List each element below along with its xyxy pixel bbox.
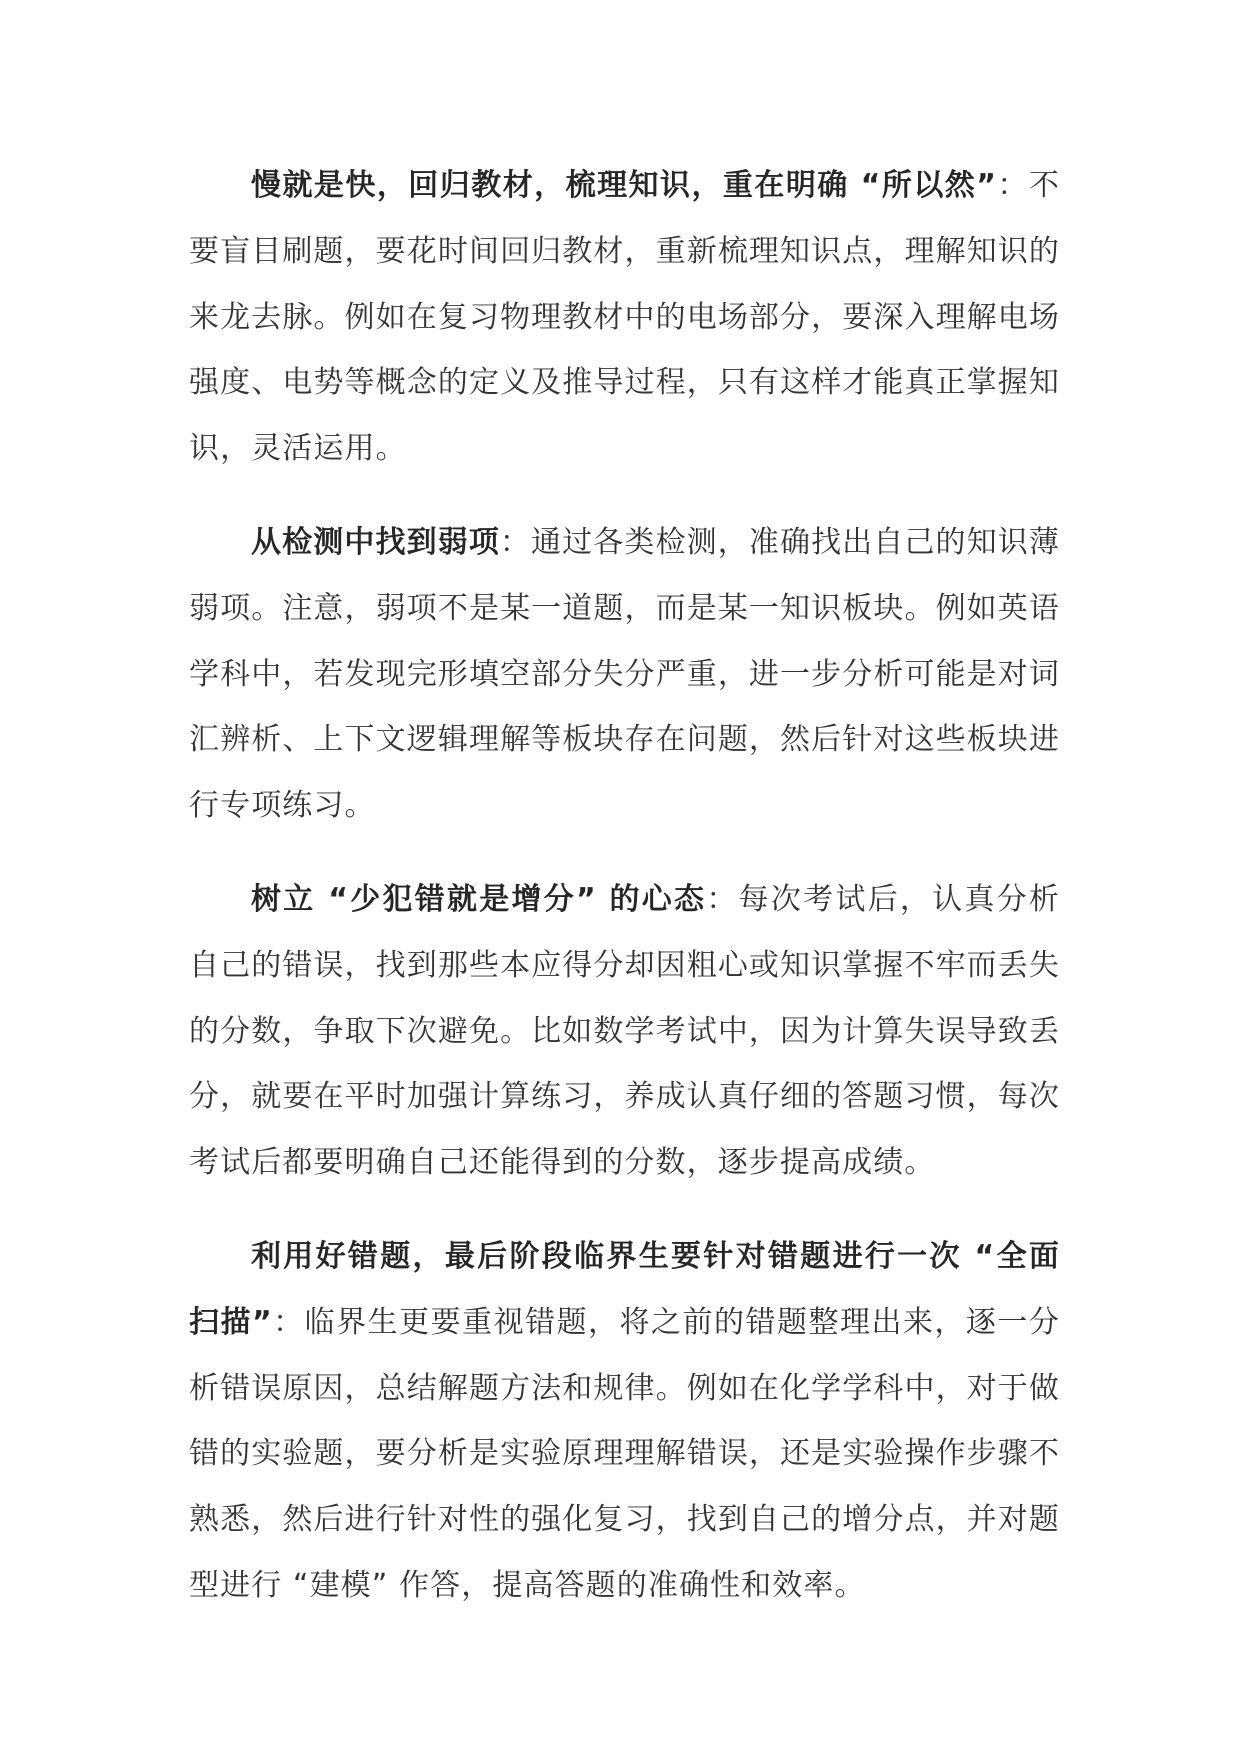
paragraph-body: ：每次考试后，认真分析自己的错误，找到那些本应得分却因粗心或知识掌握不牢而丢失的分数，争取下次避免。比如数学考试中，因为计算失误导致丢分，就要在平时加强计算练习，养成认真仔细的答题习惯，每次考试后都要明确自己还能得到的分数，逐步提高成绩。 <box>189 881 1060 1181</box>
paragraph-heading: 利用好错题，最后阶段临界生要针对错题进行一次 “全面扫描” <box>189 1238 1060 1340</box>
paragraph-body: ：通过各类检测，准确找出自己的知识薄弱项。注意，弱项不是某一道题，而是某一知识板块。例如英语学科中，若发现完形填空部分失分严重，进一步分析可能是对词汇辨析、上下文逻辑理解等板块存在问题，然后针对这些板块进行专项练习。 <box>189 524 1060 824</box>
paragraph-body: ：临界生更要重视错题，将之前的错题整理出来，逐一分析错误原因，总结解题方法和规律。例如在化学学科中，对于做错的实验题，要分析是实验原理理解错误，还是实验操作步骤不熟悉，然后进行针对性的强化复习，找到自己的增分点，并对题型进行 “建模” 作答，提高答题的准确性和效率。 <box>189 1304 1060 1603</box>
document-page <box>189 153 1060 1647</box>
paragraph-use-wrong-questions <box>189 1224 1060 1619</box>
paragraph-body: ：不要盲目刷题，要花时间回归教材，重新梳理知识点，理解知识的来龙去脉。例如在复习物理教材中的电场部分，要深入理解电场强度、电势等概念的定义及推导过程，只有这样才能真正掌握知识，灵活运用。 <box>189 168 1060 467</box>
paragraph-heading: 从检测中找到弱项 <box>251 524 500 560</box>
paragraph-heading: 慢就是快，回归教材，梳理知识，重在明确 “所以然” <box>251 168 998 203</box>
paragraph-find-weak-points <box>189 510 1060 839</box>
paragraph-heading: 树立 “少犯错就是增分” 的心态 <box>251 881 707 917</box>
paragraph-slow-is-fast <box>189 153 1060 482</box>
paragraph-fewer-mistakes-mindset <box>189 867 1060 1196</box>
